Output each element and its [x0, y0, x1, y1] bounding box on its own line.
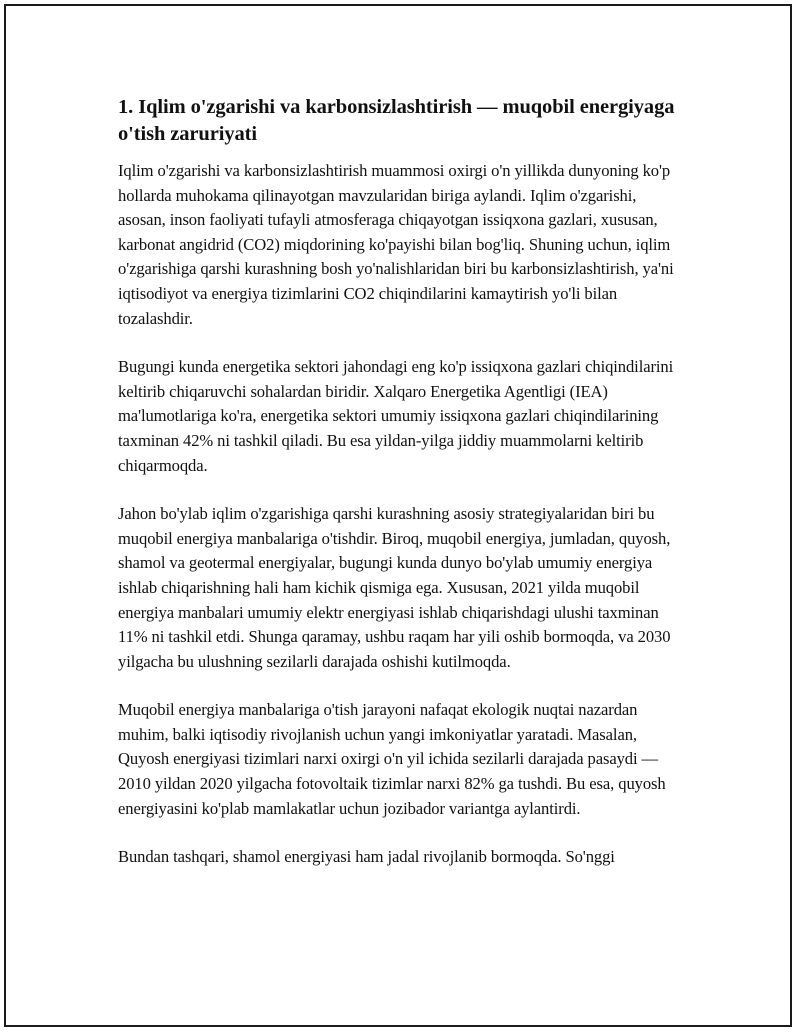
- paragraph-economic-opportunities: Muqobil energiya manbalariga o'tish jarayoni nafaqat ekologik nuqtai nazardan muhim, balki iqtisodiy rivojlanish uchun yangi imkoniyatlar yaratadi. Masalan, Quyosh energiyasi tizimlari narxi oxirgi o'n yil ichida sezilarli darajada pasaydi — 2010 yildan 2020 yilgacha fotovoltaik tizimlar narxi 82% ga tushdi. Bu esa, quyosh energiyasini ko'plab mamlakatlar uchun jozibador variantga aylantirdi.: [118, 700, 666, 818]
- paragraph-energy-sector: Bugungi kunda energetika sektori jahondagi eng ko'p issiqxona gazlari chiqindilarini keltirib chiqaruvchi sohalardan biridir. Xalqaro Energetika Agentligi (IEA) ma'lumotlariga ko'ra, energetika sektori umumiy issiqxona gazlari chiqindilarining taxminan 42% ni tashkil qiladi. Bu esa yildan-yilga jiddiy muammolarni keltirib chiqarmoqda.: [118, 357, 674, 475]
- paragraph-climate-change: Iqlim o'zgarishi va karbonsizlashtirish muammosi oxirgi o'n yillikda dunyoning ko'p hollarda muhokama qilinayotgan mavzularidan biriga aylandi. Iqlim o'zgarishi, asosan, inson faoliyati tufayli atmosferaga chiqayotgan issiqxona gazlari, xususan, karbonat angidrid (CO2) miqdorining ko'payishi bilan bog'liq. Shuning uchun, iqlim o'zgarishiga qarshi kurashning bosh yo'nalishlaridan biri bu karbonsizlashtirish, ya'ni iqtisodiyot va energiya tizimlarini CO2 chiqindilarini kamaytirish yo'li bilan tozalashdir.: [118, 161, 674, 328]
- paragraph-wind-energy: Bundan tashqari, shamol energiyasi ham jadal rivojlanib bormoqda. So'nggi: [118, 847, 615, 867]
- paragraph-renewable-transition: Jahon bo'ylab iqlim o'zgarishiga qarshi kurashning asosiy strategiyalaridan biri bu muqobil energiya manbalariga o'tishdir. Biroq, muqobil energiya, jumladan, quyosh, shamol va geotermal energiyalar, bugungi kunda dunyo bo'ylab umumiy energiya ishlab chiqarishning hali ham kichik qismiga ega. Xususan, 2021 yilda muqobil energiya manbalari umumiy elektr energiyasi ishlab chiqarishdagi ulushi taxminan 11% ni tashkil etdi. Shunga qaramay, ushbu raqam har yili oshib bormoqda, va 2030 yilgacha bu ulushning sezilarli darajada oshishi kutilmoqda.: [118, 504, 671, 671]
- section-heading: 1. Iqlim o'zgarishi va karbonsizlashtirish — muqobil energiyaga o'tish zaruriyati: [118, 96, 675, 145]
- document-body: [118, 94, 683, 894]
